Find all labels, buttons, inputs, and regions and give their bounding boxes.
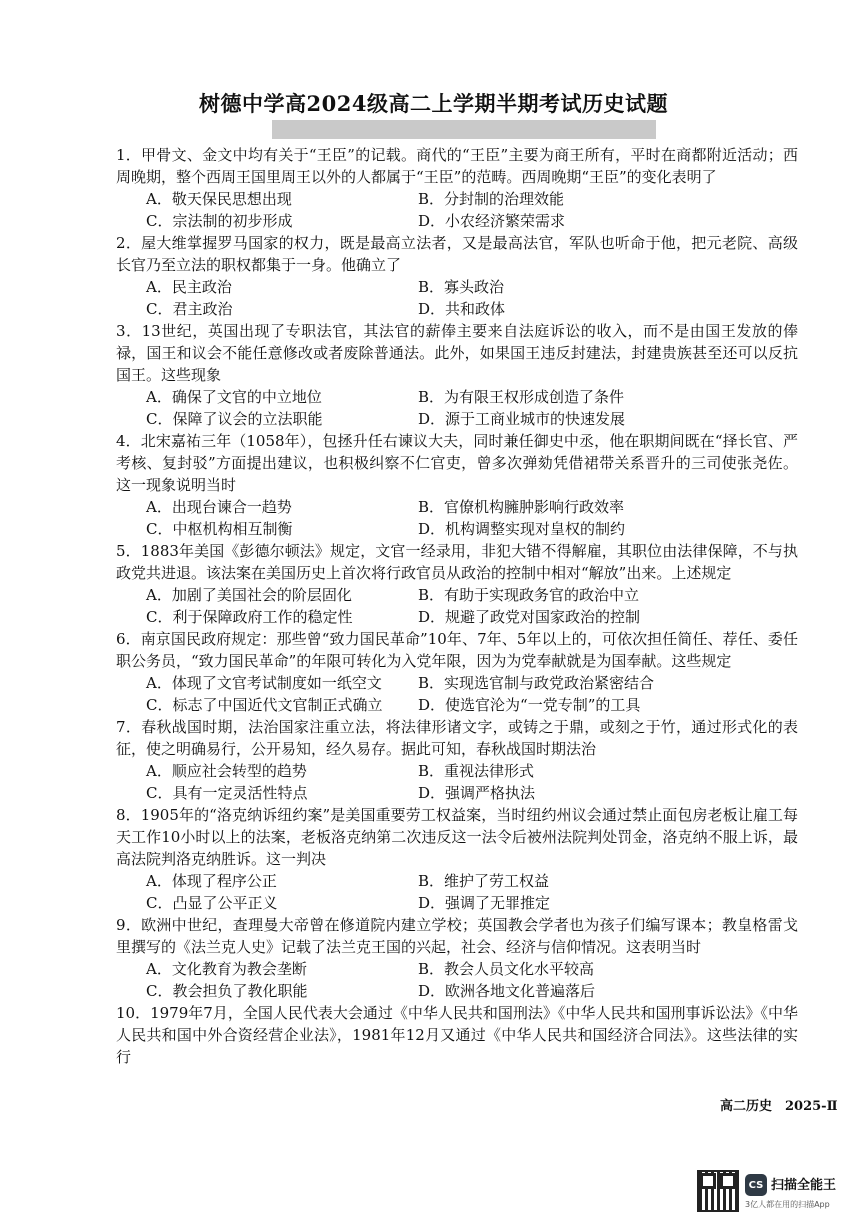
question-2 [116, 232, 798, 320]
option-d: D．规避了政党对国家政治的控制 [418, 608, 641, 626]
redacted-bar [272, 120, 656, 139]
qr-code-icon [697, 1170, 739, 1212]
question-options [116, 760, 798, 804]
option-a: A．体现了程序公正 [146, 872, 277, 890]
question-stem: 1．甲骨文、金文中均有关于“王臣”的记载。商代的“王臣”主要为商王所有，平时在商都附近活动；西周晚期，整个西周王国里周王以外的人都属于“王臣”的范畴。西周晚期“王臣”的变化表明了 [116, 146, 798, 186]
question-stem: 5．1883年美国《彭德尔顿法》规定，文官一经录用，非犯大错不得解雇，其职位由法律保障，不与执政党共进退。该法案在美国历史上首次将行政官员从政治的控制中相对“解放”出来。上述规定 [116, 542, 798, 582]
option-c: C．标志了中国近代文官制正式确立 [146, 696, 383, 714]
option-a: A．确保了文官的中立地位 [146, 388, 322, 406]
question-stem: 6．南京国民政府规定：那些曾“致力国民革命”10年、7年、5年以上的，可依次担任简任、荐任、委任职公务员，“致力国民革命”的年限可转化为入党年限，因为为党奉献就是为国奉献。这些规定 [116, 630, 798, 670]
question-6 [116, 628, 798, 716]
option-d: D．机构调整实现对皇权的制约 [418, 520, 626, 538]
question-options [116, 188, 798, 232]
option-c: C．凸显了公平正义 [146, 894, 278, 912]
question-3 [116, 320, 798, 430]
option-c: C．利于保障政府工作的稳定性 [146, 608, 353, 626]
question-options [116, 870, 798, 914]
option-a: A．顺应社会转型的趋势 [146, 762, 307, 780]
question-stem: 7．春秋战国时期，法治国家注重立法，将法律形诸文字，或铸之于鼎，或刻之于竹，通过形式化的表征，使之明确易行，公开易知，经久易存。据此可知，春秋战国时期法治 [116, 718, 798, 758]
question-options [116, 958, 798, 1002]
camscanner-tagline: 3亿人都在用的扫描App [745, 1200, 830, 1209]
question-4 [116, 430, 798, 540]
question-10 [116, 1002, 798, 1068]
option-d: D．源于工商业城市的快速发展 [418, 410, 626, 428]
option-a: A．加剧了美国社会的阶层固化 [146, 586, 352, 604]
option-b: B．为有限王权形成创造了条件 [418, 388, 625, 406]
question-stem: 8．1905年的“洛克纳诉纽约案”是美国重要劳工权益案，当时纽约州议会通过禁止面包房老板让雇工每天工作10小时以上的法案，老板洛克纳第二次违反这一法令后被州法院判处罚金，洛克纳不服上诉，最高法院判洛克纳胜诉。这一判决 [116, 806, 798, 868]
question-options [116, 584, 798, 628]
option-a: A．体现了文官考试制度如一纸空文 [146, 674, 382, 692]
question-5 [116, 540, 798, 628]
question-options [116, 386, 798, 430]
option-d: D．强调了无罪推定 [418, 894, 551, 912]
question-1 [116, 144, 798, 232]
option-c: C．中枢机构相互制衡 [146, 520, 293, 538]
question-options [116, 672, 798, 716]
camscanner-logo-icon: CS [745, 1174, 767, 1196]
exam-title: 树德中学高2024级高二上学期半期考试历史试题 [199, 91, 668, 116]
option-a: A．文化教育为教会垄断 [146, 960, 307, 978]
question-stem: 2．屋大维掌握罗马国家的权力，既是最高立法者，又是最高法官，军队也听命于他，把元老院、高级长官乃至立法的职权都集于一身。他确立了 [116, 234, 798, 274]
camscanner-name: 扫描全能王 [771, 1178, 837, 1193]
option-b: B．分封制的治理效能 [418, 190, 565, 208]
option-c: C．宗法制的初步形成 [146, 212, 293, 230]
question-7 [116, 716, 798, 804]
question-stem: 10．1979年7月，全国人民代表大会通过《中华人民共和国刑法》《中华人民共和国刑事诉讼法》《中华人民共和国中外合资经营企业法》，1981年12月又通过《中华人民共和国经济合同法》。这些法律的实行 [116, 1004, 798, 1066]
option-d: D．强调严格执法 [418, 784, 536, 802]
option-b: B．重视法律形式 [418, 762, 535, 780]
option-b: B．教会人员文化水平较高 [418, 960, 595, 978]
question-options [116, 496, 798, 540]
question-stem: 4．北宋嘉祐三年（1058年），包拯升任右谏议大夫，同时兼任御史中丞，他在职期间既在“择长官、严考核、复封驳”方面提出建议，也积极纠察不仁官吏，曾多次弹劾凭借裙带关系晋升的三司使张尧佐。这一现象说明当时 [116, 432, 798, 494]
option-b: B．寡头政治 [418, 278, 505, 296]
option-c: C．君主政治 [146, 300, 233, 318]
question-stem: 9．欧洲中世纪，查理曼大帝曾在修道院内建立学校；英国教会学者也为孩子们编写课本；教皇格雷戈里撰写的《法兰克人史》记载了法兰克王国的兴起，社会、经济与信仰情况。这表明当时 [116, 916, 798, 956]
option-b: B．官僚机构臃肿影响行政效率 [418, 498, 625, 516]
option-d: D．使选官沦为“一党专制”的工具 [418, 696, 641, 714]
option-a: A．敬天保民思想出现 [146, 190, 292, 208]
option-d: D．欧洲各地文化普遍落后 [418, 982, 596, 1000]
option-c: C．保障了议会的立法职能 [146, 410, 323, 428]
option-d: D．共和政体 [418, 300, 506, 318]
option-c: C．具有一定灵活性特点 [146, 784, 308, 802]
page-footer: 高二历史 2025-Ⅱ [720, 1099, 838, 1114]
option-b: B．有助于实现政务官的政治中立 [418, 586, 640, 604]
option-a: A．民主政治 [146, 278, 232, 296]
question-list [116, 144, 798, 1068]
question-8 [116, 804, 798, 914]
option-c: C．教会担负了教化职能 [146, 982, 308, 1000]
question-9 [116, 914, 798, 1002]
option-b: B．维护了劳工权益 [418, 872, 550, 890]
option-b: B．实现选官制与政党政治紧密结合 [418, 674, 655, 692]
option-d: D．小农经济繁荣需求 [418, 212, 566, 230]
question-stem: 3．13世纪，英国出现了专职法官，其法官的薪俸主要来自法庭诉讼的收入，而不是由国王发放的俸禄，国王和议会不能任意修改或者废除普通法。此外，如果国王违反封建法，封建贵族甚至还可以反抗国王。这些现象 [116, 322, 798, 384]
option-a: A．出现台谏合一趋势 [146, 498, 292, 516]
question-options [116, 276, 798, 320]
